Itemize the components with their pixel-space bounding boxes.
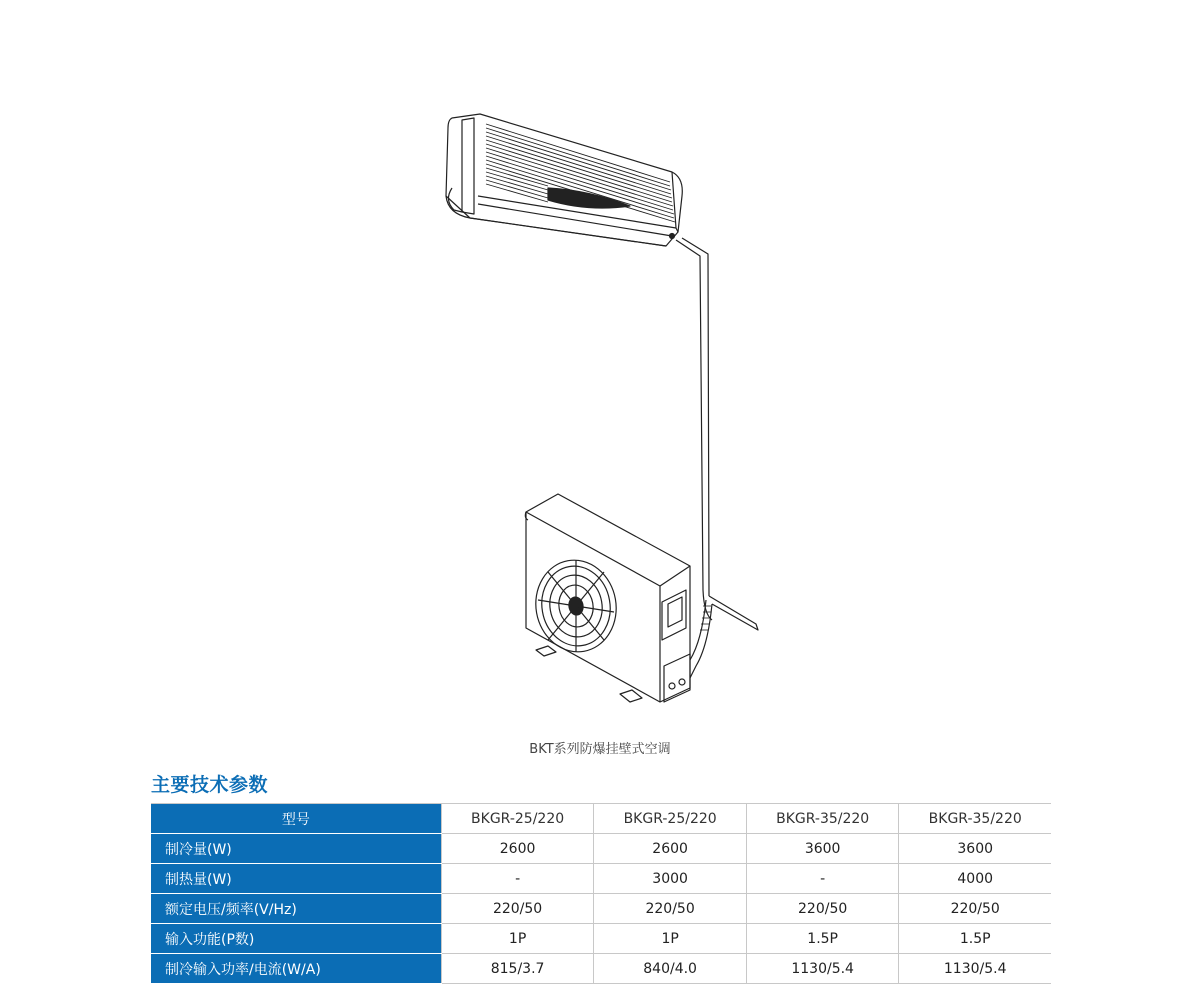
table-cell: 4000 [899, 864, 1051, 894]
table-cell: 3600 [746, 834, 899, 864]
table-cell: - [746, 864, 899, 894]
table-cell: 1P [594, 924, 747, 954]
row-label: 制冷量(W) [151, 834, 441, 864]
model-label: 型号 [151, 804, 441, 834]
table-row [151, 894, 1051, 924]
section-title: 主要技术参数 [151, 774, 269, 796]
table-cell: 2600 [441, 834, 594, 864]
table-cell: 1130/5.4 [746, 954, 899, 984]
table-row [151, 864, 1051, 894]
model-name: BKGR-25/220 [594, 804, 747, 834]
table-row [151, 834, 1051, 864]
model-name: BKGR-25/220 [441, 804, 594, 834]
indoor-unit [446, 114, 682, 246]
spec-table [151, 803, 1051, 984]
table-cell: 1P [441, 924, 594, 954]
outdoor-unit [525, 494, 690, 702]
table-cell: - [441, 864, 594, 894]
table-cell: 840/4.0 [594, 954, 747, 984]
row-label: 制冷输入功率/电流(W/A) [151, 954, 441, 984]
air-conditioner-illustration [420, 100, 780, 715]
table-cell: 1.5P [746, 924, 899, 954]
table-cell: 220/50 [594, 894, 747, 924]
table-cell: 220/50 [899, 894, 1051, 924]
figure-caption: BKT系列防爆挂壁式空调 [529, 742, 671, 757]
table-cell: 1130/5.4 [899, 954, 1051, 984]
model-name: BKGR-35/220 [899, 804, 1051, 834]
table-row [151, 924, 1051, 954]
table-cell: 220/50 [746, 894, 899, 924]
table-cell: 1.5P [899, 924, 1051, 954]
table-cell: 220/50 [441, 894, 594, 924]
model-name: BKGR-35/220 [746, 804, 899, 834]
row-label: 制热量(W) [151, 864, 441, 894]
row-label: 输入功能(P数) [151, 924, 441, 954]
table-cell: 3600 [899, 834, 1051, 864]
table-row [151, 954, 1051, 984]
row-label: 额定电压/频率(V/Hz) [151, 894, 441, 924]
table-cell: 3000 [594, 864, 747, 894]
table-header-row [151, 804, 1051, 834]
table-cell: 2600 [594, 834, 747, 864]
table-cell: 815/3.7 [441, 954, 594, 984]
